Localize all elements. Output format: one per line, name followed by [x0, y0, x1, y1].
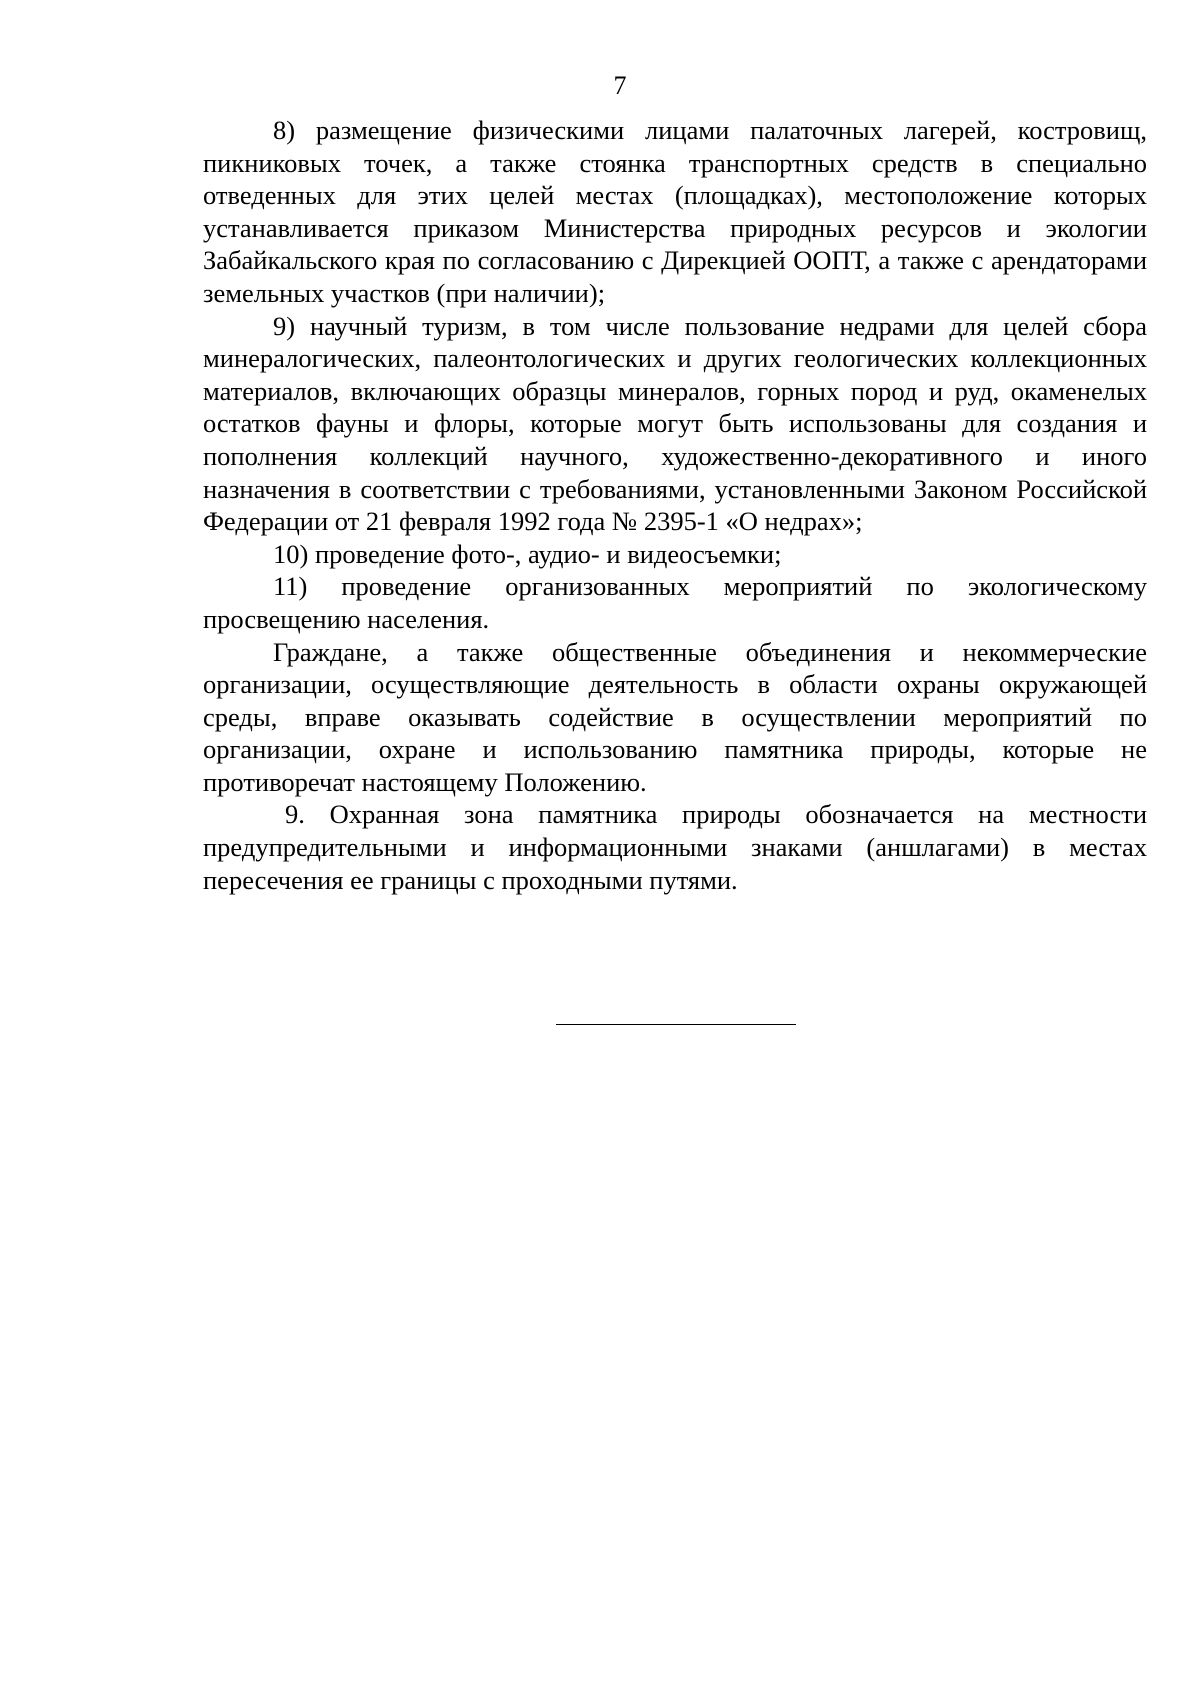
paragraph-item-11: 11) проведение организованных мероприятий по экологическому просвещению населения.	[203, 571, 1147, 634]
document-body	[203, 114, 1147, 896]
paragraph-clause-9: 9. Охранная зона памятника природы обозначается на местности предупредительными и информационными знаками (аншлагами) в местах пересечения ее границы с проходными путями.	[203, 799, 1147, 895]
end-separator-line	[556, 1024, 796, 1025]
paragraph-item-8: 8) размещение физическими лицами палаточных лагерей, костровищ, пикниковых точек, а также стоянка транспортных средств в специально отведенных для этих целей местах (площадках), местоположение которых устанавливается приказом Министерства природных ресурсов и экологии Забайкальского края по согласованию с Дирекцией ООПТ, а также с арендаторами земельных участков (при наличии);	[203, 115, 1147, 308]
paragraph-item-10: 10) проведение фото-, аудио- и видеосъемки;	[273, 538, 782, 569]
page-number: 7	[613, 71, 627, 100]
paragraph-citizens: Граждане, а также общественные объединения и некоммерческие организации, осуществляющие деятельность в области охраны окружающей среды, вправе оказывать содействие в осуществлении мероприятий по организации, охране и использованию памятника природы, которые не противоречат настоящему Положению.	[203, 636, 1147, 797]
paragraph-item-9: 9) научный туризм, в том числе пользование недрами для целей сбора минералогических, палеонтологических и других геологических коллекционных материалов, включающих образцы минералов, горных пород и руд, окаменелых остатков фауны и флоры, которые могут быть использованы для создания и пополнения коллекций научного, художественно-декоративного и иного назначения в соответствии с требованиями, установленными Законом Российской Федерации от 21 февраля 1992 года № 2395-1 «О недрах»;	[203, 310, 1147, 537]
